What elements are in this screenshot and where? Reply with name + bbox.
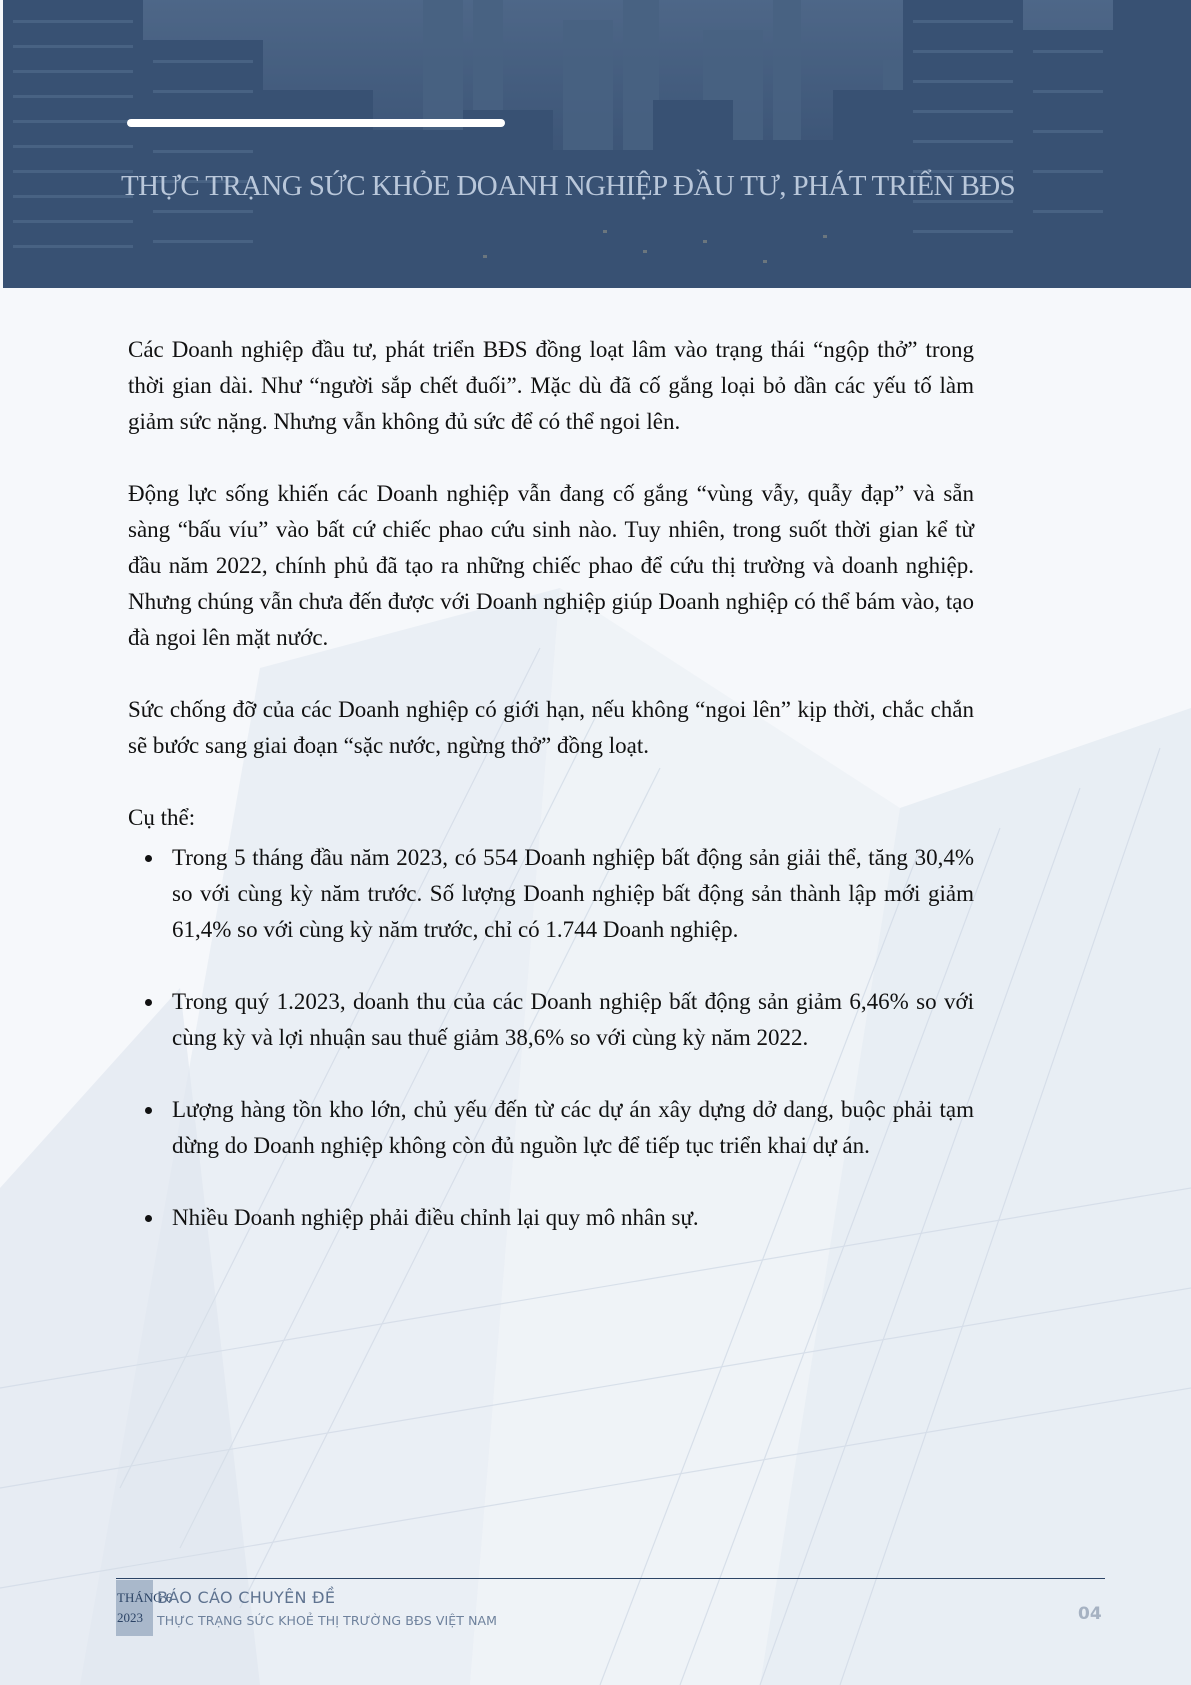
footer-report-subtitle: THỰC TRẠNG SỨC KHOẺ THỊ TRƯỜNG BĐS VIỆT NAM	[157, 1613, 498, 1628]
footer-divider	[116, 1578, 1105, 1579]
list-item-text: Nhiều Doanh nghiệp phải điều chỉnh lại quy mô nhân sự.	[172, 1205, 699, 1230]
list-item-text: Trong 5 tháng đầu năm 2023, có 554 Doanh nghiệp bất động sản giải thể, tăng 30,4% so với cùng kỳ năm trước. Số lượng Doanh nghiệp bất động sản thành lập mới giảm 61,4% so với cùng kỳ năm trước, chỉ có 1.744 Doanh nghiệp.	[172, 845, 974, 942]
paragraph: Các Doanh nghiệp đầu tư, phát triển BĐS đồng loạt lâm vào trạng thái “ngộp thở” trong thời gian dài. Như “người sắp chết đuối”. Mặc dù đã cố gắng loại bỏ dần các yếu tố làm giảm sức nặng. Nhưng vẫn không đủ sức để có thể ngoi lên.	[128, 337, 974, 434]
city-skyline-image	[3, 0, 1191, 288]
list-lead: Cụ thể:	[128, 805, 196, 830]
list-item	[172, 1200, 974, 1236]
bullet-icon	[145, 1215, 152, 1222]
page-number: 04	[1078, 1604, 1102, 1624]
list-item	[172, 1092, 974, 1164]
footer-month: THÁNG 6	[117, 1590, 173, 1605]
header-accent-line	[127, 119, 505, 127]
page-title: THỰC TRẠNG SỨC KHỎE DOANH NGHIỆP ĐẦU TƯ, PHÁT TRIỂN BĐS	[121, 170, 1016, 202]
bullet-icon	[145, 1107, 152, 1114]
list-item-text: Lượng hàng tồn kho lớn, chủ yếu đến từ các dự án xây dựng dở dang, buộc phải tạm dừng do Doanh nghiệp không còn đủ nguồn lực để tiếp tục triển khai dự án.	[172, 1097, 974, 1158]
list-item	[172, 840, 974, 948]
paragraph: Sức chống đỡ của các Doanh nghiệp có giới hạn, nếu không “ngoi lên” kịp thời, chắc chắn sẽ bước sang giai đoạn “sặc nước, ngừng thở” đồng loạt.	[128, 697, 974, 758]
article-body	[128, 332, 974, 1272]
list-item	[172, 984, 974, 1056]
footer-year: 2023	[117, 1610, 143, 1625]
header-banner	[3, 0, 1191, 288]
bullet-icon	[145, 999, 152, 1006]
footer-report-title: BÁO CÁO CHUYÊN ĐỀ	[157, 1588, 336, 1607]
paragraph: Động lực sống khiến các Doanh nghiệp vẫn đang cố gắng “vùng vẫy, quẫy đạp” và sẵn sàng “bấu víu” vào bất cứ chiếc phao cứu sinh nào. Tuy nhiên, trong suốt thời gian kể từ đầu năm 2022, chính phủ đã tạo ra những chiếc phao để cứu thị trường và doanh nghiệp. Nhưng chúng vẫn chưa đến được với Doanh nghiệp giúp Doanh nghiệp có thể bám vào, tạo đà ngoi lên mặt nước.	[128, 481, 974, 650]
list-item-text: Trong quý 1.2023, doanh thu của các Doanh nghiệp bất động sản giảm 6,46% so với cùng kỳ và lợi nhuận sau thuế giảm 38,6% so với cùng kỳ năm 2022.	[172, 989, 974, 1050]
bullet-icon	[145, 855, 152, 862]
bullet-list	[128, 840, 974, 1236]
